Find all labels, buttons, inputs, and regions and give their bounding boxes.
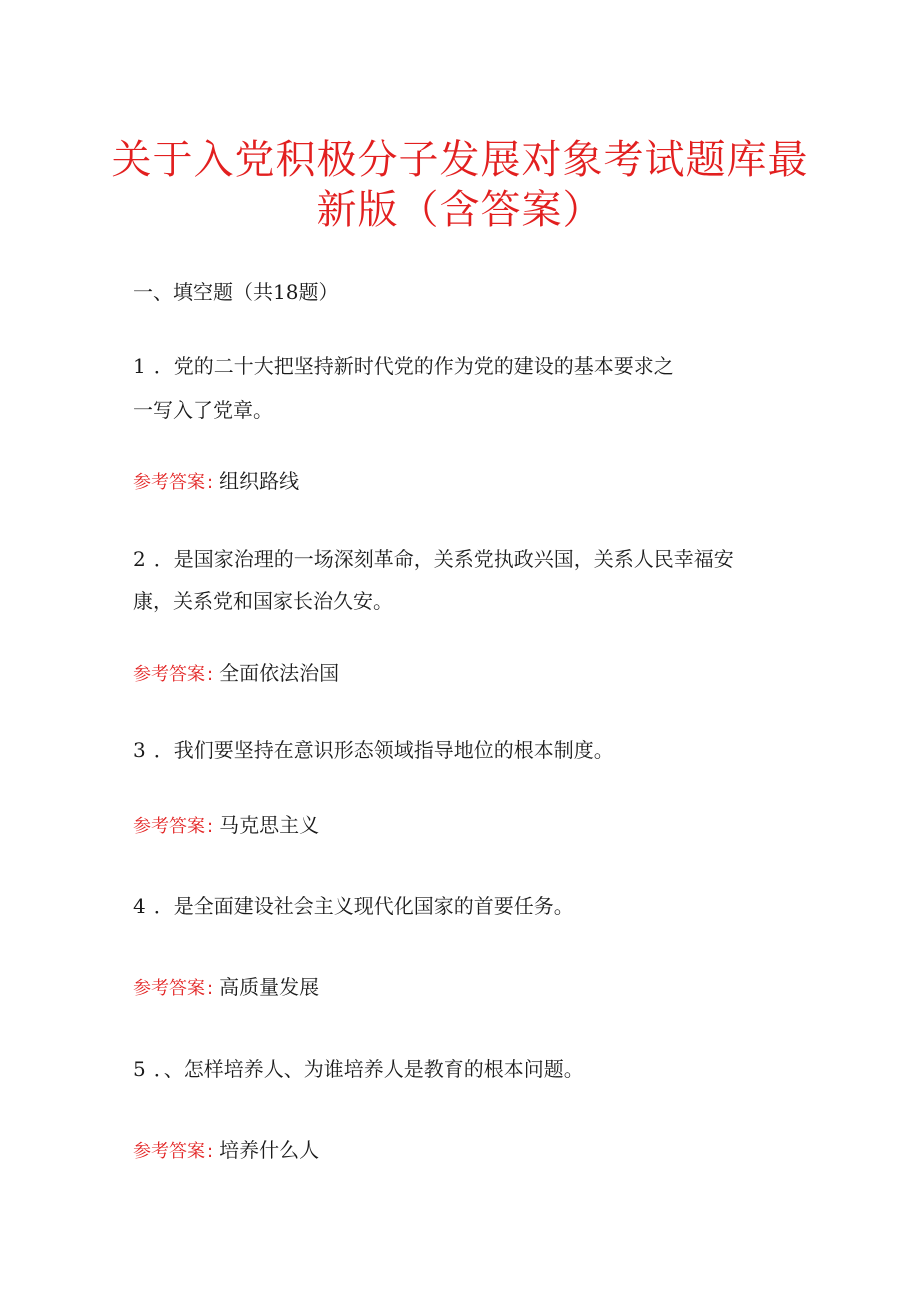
answer-separator: : — [207, 816, 214, 837]
question-text: ．党的二十大把坚持新时代党的作为党的建设的基本要求之 — [153, 354, 674, 378]
question-number: 5 — [133, 1057, 146, 1081]
answer-2 — [133, 659, 339, 689]
answer-separator: : — [207, 978, 214, 999]
question-3-line-1 — [133, 736, 614, 764]
answer-value: 高质量发展 — [219, 975, 320, 999]
answer-separator: : — [207, 1141, 214, 1162]
question-number: 1 — [133, 354, 146, 378]
question-2-line-2: 康，关系党和国家长治久安。 — [133, 589, 393, 613]
question-5-line-1 — [133, 1055, 584, 1083]
document-title-line-1: 关于入党积极分子发展对象考试题库最 — [111, 137, 809, 183]
question-text: ．我们要坚持在意识形态领域指导地位的根本制度。 — [153, 738, 614, 762]
question-number: 2 — [133, 547, 146, 571]
answer-label: 参考答案 — [133, 472, 205, 493]
answer-value: 培养什么人 — [219, 1138, 320, 1162]
answer-label: 参考答案 — [133, 816, 205, 837]
question-text: ．、怎样培养人、为谁培养人是教育的根本问题。 — [153, 1057, 584, 1081]
question-4-line-1 — [133, 892, 574, 920]
answer-separator: : — [207, 472, 214, 493]
answer-3 — [133, 811, 319, 841]
question-2-line-1 — [133, 545, 734, 573]
question-1-line-1 — [133, 352, 674, 380]
question-number: 3 — [133, 738, 146, 762]
answer-value: 组织路线 — [219, 469, 300, 493]
answer-label: 参考答案 — [133, 664, 205, 685]
answer-label: 参考答案 — [133, 978, 205, 999]
answer-5 — [133, 1136, 319, 1166]
question-text: ．是国家治理的一场深刻革命，关系党执政兴国，关系人民幸福安 — [153, 547, 734, 571]
question-number: 4 — [133, 894, 146, 918]
answer-4 — [133, 973, 319, 1003]
section-heading: 一、填空题（共18题） — [133, 280, 339, 304]
answer-1 — [133, 467, 299, 497]
answer-value: 马克思主义 — [219, 813, 320, 837]
answer-separator: : — [207, 664, 214, 685]
question-text: ．是全面建设社会主义现代化国家的首要任务。 — [153, 894, 574, 918]
answer-value: 全面依法治国 — [219, 661, 340, 685]
document-title-line-2: 新版（含答案） — [316, 187, 604, 233]
answer-label: 参考答案 — [133, 1141, 205, 1162]
question-1-line-2: 一写入了党章。 — [133, 398, 273, 422]
